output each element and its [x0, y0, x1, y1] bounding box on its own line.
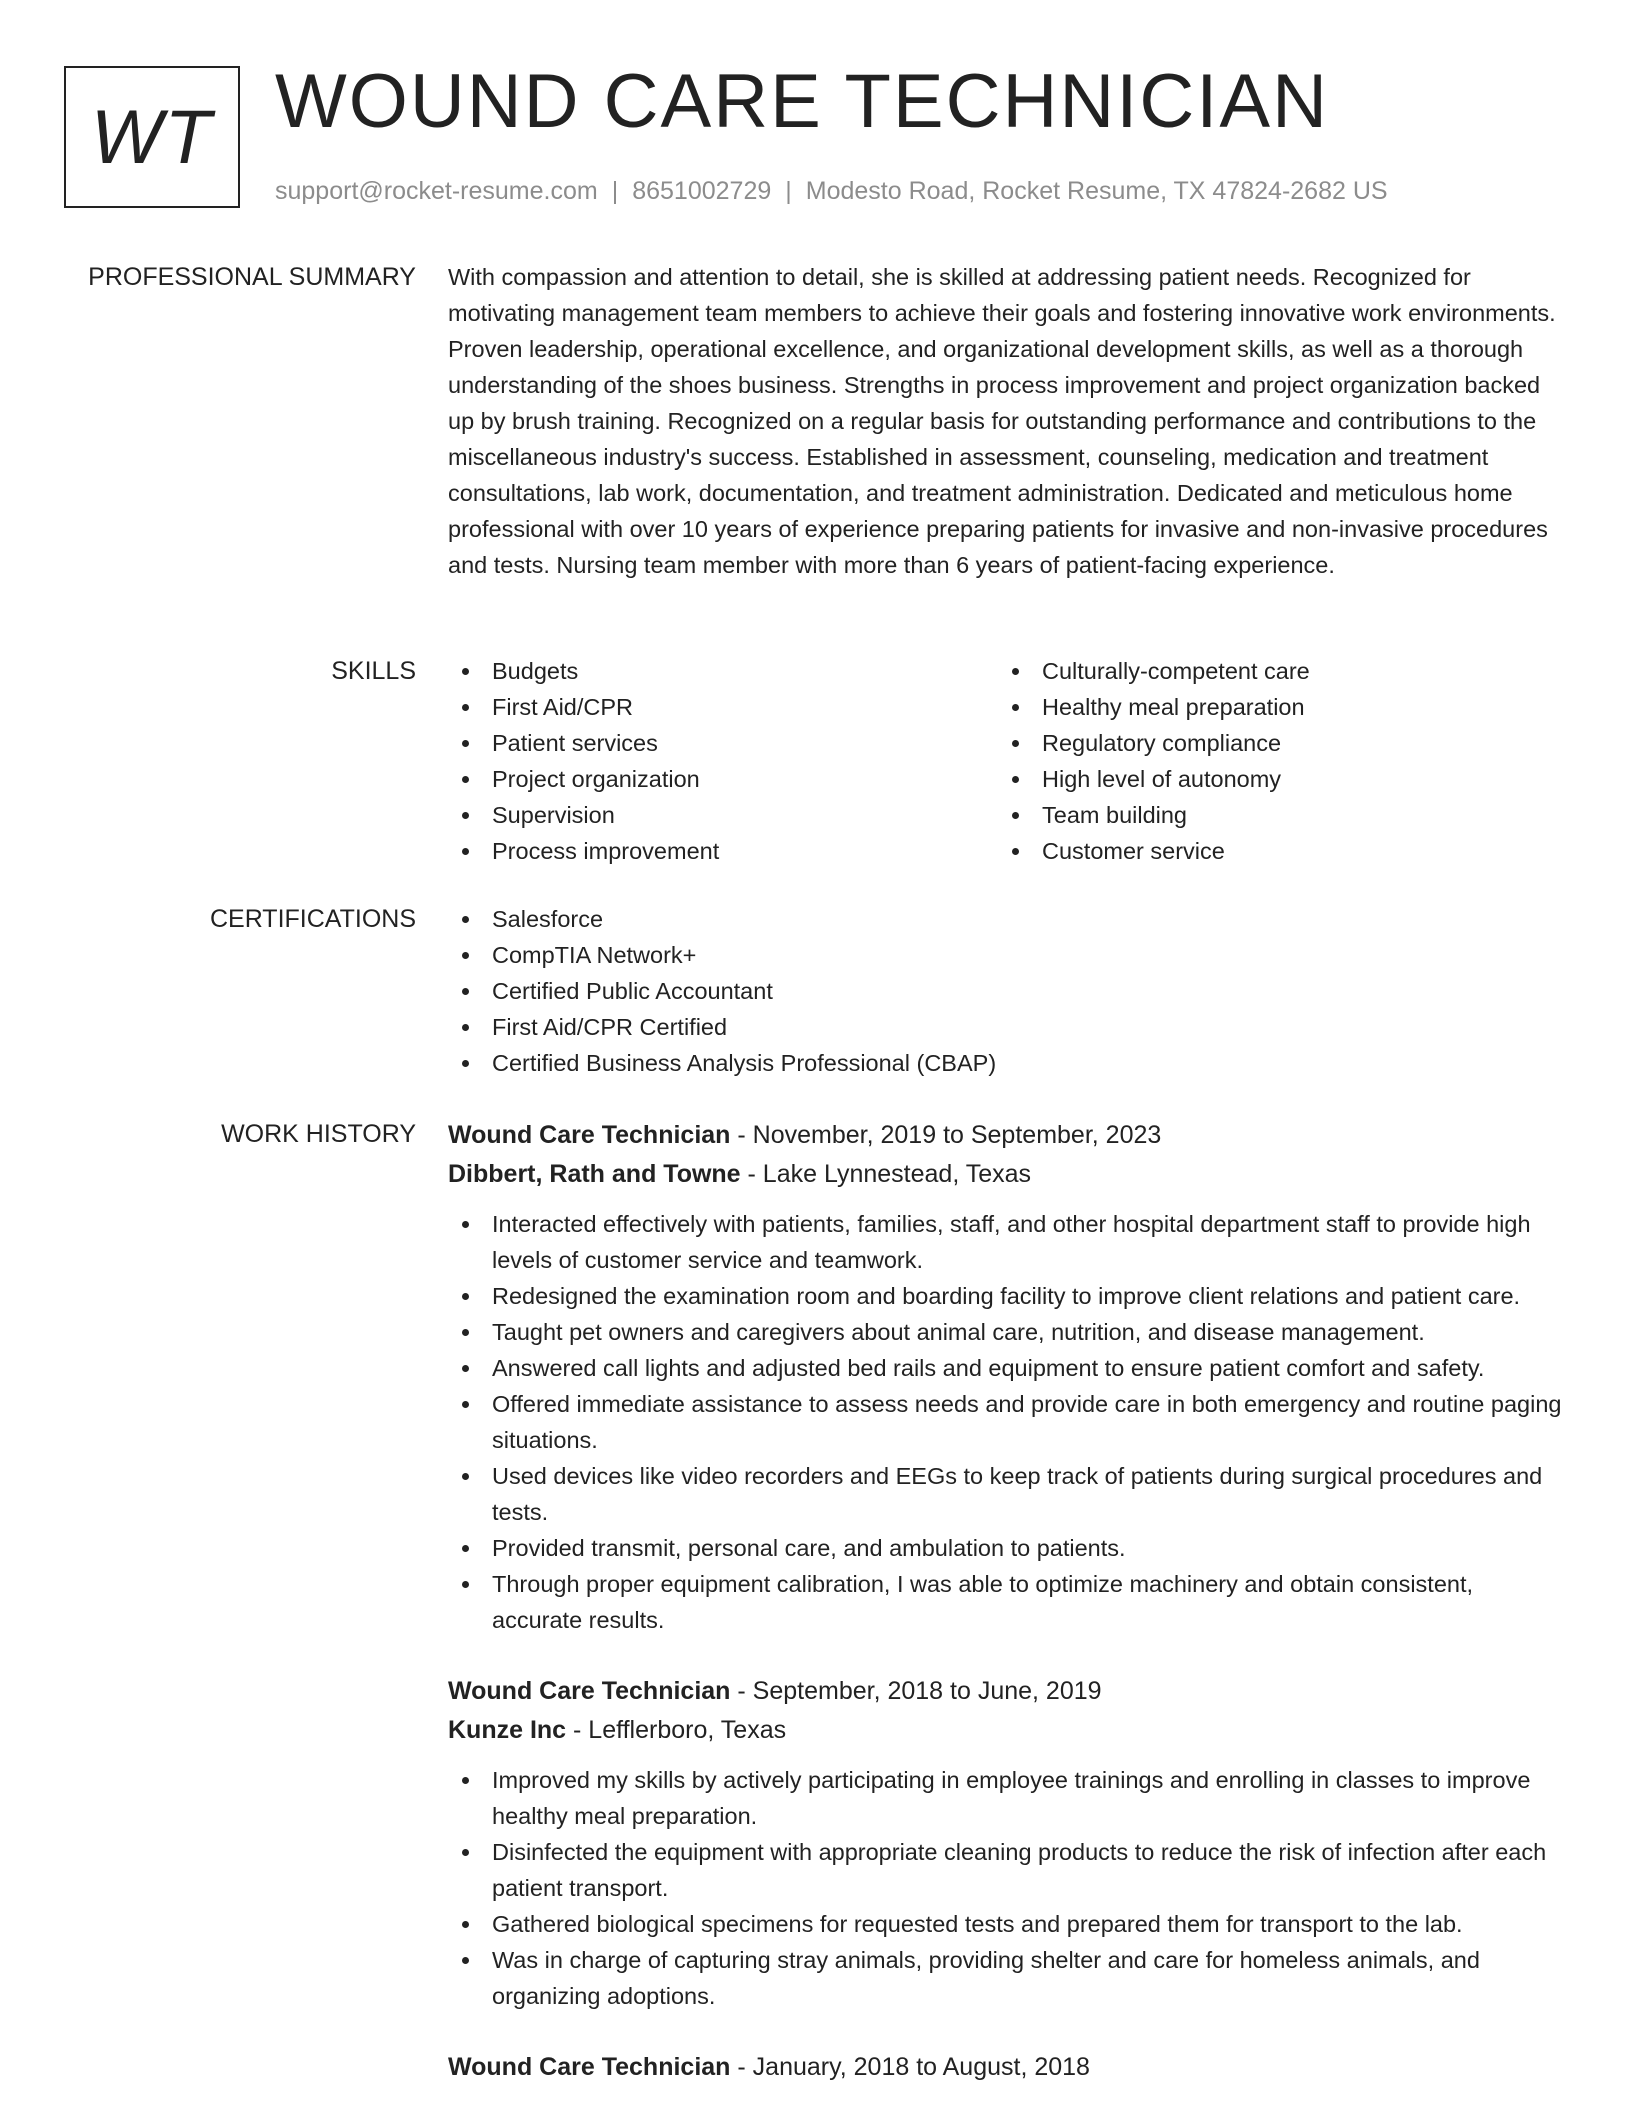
- skill-item: Healthy meal preparation: [998, 689, 1548, 725]
- skill-item: Customer service: [998, 833, 1548, 869]
- section-label-work: WORK HISTORY: [221, 1120, 416, 1148]
- job-bullet: Offered immediate assistance to assess needs and provide care in both emergency and routine paging situations.: [448, 1386, 1568, 1458]
- job-company: Kunze Inc: [448, 1716, 567, 1744]
- contact-phone: 8651002729: [632, 177, 772, 205]
- certifications-list: [448, 901, 1568, 1081]
- monogram-box: [64, 66, 240, 208]
- contact-email: support@rocket-resume.com: [275, 177, 598, 205]
- job-dates: - September, 2018 to June, 2019: [730, 1677, 1102, 1705]
- job-title-line: [448, 1116, 1568, 1154]
- contact-line: [275, 173, 1388, 209]
- job-title: Wound Care Technician: [448, 1121, 731, 1149]
- job-entry: [448, 1672, 1568, 2014]
- skill-item: First Aid/CPR: [448, 689, 998, 725]
- work-body: [448, 1116, 1568, 2112]
- job-title-line: [448, 1672, 1568, 1710]
- skill-item: Supervision: [448, 797, 998, 833]
- job-location: - Lefflerboro, Texas: [566, 1716, 787, 1744]
- job-location: - Lake Lynnestead, Texas: [740, 1160, 1032, 1188]
- skill-item: Process improvement: [448, 833, 998, 869]
- job-bullet: Was in charge of capturing stray animals, providing shelter and care for homeless animals, and organizing adoptions.: [448, 1942, 1568, 2014]
- job-entry: [448, 2048, 1568, 2086]
- summary-body: [448, 259, 1568, 583]
- skill-item: Team building: [998, 797, 1548, 833]
- skill-item: Regulatory compliance: [998, 725, 1548, 761]
- skill-item: Patient services: [448, 725, 998, 761]
- job-bullets: [448, 1762, 1568, 2014]
- job-bullet: Redesigned the examination room and boarding facility to improve client relations and patient care.: [448, 1278, 1568, 1314]
- job-bullet: Taught pet owners and caregivers about animal care, nutrition, and disease management.: [448, 1314, 1568, 1350]
- certification-item: Salesforce: [448, 901, 1568, 937]
- job-company-line: [448, 1154, 1568, 1194]
- skills-list-right: [998, 653, 1548, 869]
- contact-separator: |: [611, 177, 619, 205]
- resume-title: WOUND CARE TECHNICIAN: [275, 59, 1329, 144]
- summary-text: With compassion and attention to detail, she is skilled at addressing patient needs. Recognized for motivating management team members to achieve their goals and fostering innovative work environments. Proven leadership, operational excellence, and organizational development skills, as well as a thorough understanding of the shoes business. Strengths in process improvement and project organization backed up by brush training. Recognized on a regular basis for outstanding performance and contributions to the miscellaneous industry's success. Established in assessment, counseling, medication and treatment consultations, lab work, documentation, and treatment administration. Dedicated and meticulous home professional with over 10 years of experience preparing patients for invasive and non-invasive procedures and tests. Nursing team member with more than 6 years of patient-facing experience.: [448, 264, 1556, 578]
- skills-body: [448, 653, 1568, 869]
- certifications-body: [448, 901, 1568, 1081]
- certification-item: First Aid/CPR Certified: [448, 1009, 1568, 1045]
- job-title: Wound Care Technician: [448, 2053, 731, 2081]
- job-bullets: [448, 1206, 1568, 1638]
- contact-separator: |: [785, 177, 792, 205]
- section-label-certifications: CERTIFICATIONS: [209, 905, 416, 933]
- certification-item: CompTIA Network+: [448, 937, 1568, 973]
- job-bullet: Through proper equipment calibration, I was able to optimize machinery and obtain consistent, accurate results.: [448, 1566, 1568, 1638]
- job-company-line: [448, 1710, 1568, 1750]
- job-title: Wound Care Technician: [448, 1677, 731, 1705]
- job-bullet: Answered call lights and adjusted bed rails and equipment to ensure patient comfort and safety.: [448, 1350, 1568, 1386]
- skill-item: Budgets: [448, 653, 998, 689]
- job-company: Dibbert, Rath and Towne: [448, 1160, 741, 1188]
- monogram-initials: WT: [90, 94, 214, 180]
- job-title-line: [448, 2048, 1568, 2086]
- contact-address: Modesto Road, Rocket Resume, TX 47824-2682 US: [805, 177, 1388, 205]
- section-label-skills: SKILLS: [331, 657, 416, 685]
- skill-item: High level of autonomy: [998, 761, 1548, 797]
- job-bullet: Interacted effectively with patients, families, staff, and other hospital department staff to provide high levels of customer service and teamwork.: [448, 1206, 1568, 1278]
- job-bullet: Used devices like video recorders and EEGs to keep track of patients during surgical procedures and tests.: [448, 1458, 1568, 1530]
- job-dates: - January, 2018 to August, 2018: [730, 2053, 1090, 2081]
- certification-item: Certified Public Accountant: [448, 973, 1568, 1009]
- skill-item: Project organization: [448, 761, 998, 797]
- job-entry: [448, 1116, 1568, 1638]
- job-bullet: Improved my skills by actively participating in employee trainings and enrolling in classes to improve healthy meal preparation.: [448, 1762, 1568, 1834]
- certification-item: Certified Business Analysis Professional (CBAP): [448, 1045, 1568, 1081]
- job-bullet: Disinfected the equipment with appropriate cleaning products to reduce the risk of infection after each patient transport.: [448, 1834, 1568, 1906]
- section-label-summary: PROFESSIONAL SUMMARY: [88, 263, 416, 291]
- skill-item: Culturally-competent care: [998, 653, 1548, 689]
- job-bullet: Gathered biological specimens for requested tests and prepared them for transport to the lab.: [448, 1906, 1568, 1942]
- job-dates: - November, 2019 to September, 2023: [730, 1121, 1162, 1149]
- job-bullet: Provided transmit, personal care, and ambulation to patients.: [448, 1530, 1568, 1566]
- skills-list-left: [448, 653, 998, 869]
